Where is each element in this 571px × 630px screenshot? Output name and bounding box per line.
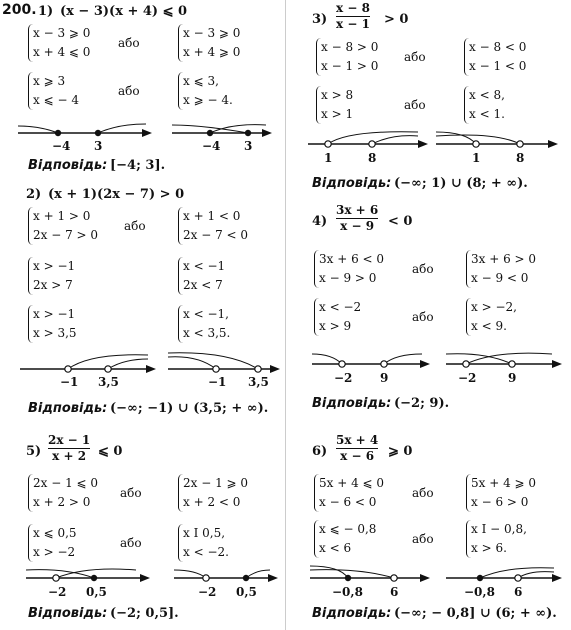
svg-text:6: 6: [514, 585, 523, 599]
answer-label: Відповідь:: [28, 158, 108, 173]
answer-label: Відповідь:: [312, 606, 392, 621]
svg-text:1: 1: [472, 151, 481, 165]
answer-label: Відповідь:: [28, 606, 108, 621]
svg-text:6: 6: [390, 585, 399, 599]
part-3-label: 3): [312, 12, 328, 27]
part-4-number-line-a: [312, 348, 430, 384]
part-2-system-b2: x < −1 2x < 7: [178, 257, 225, 295]
part-4-answer: (−2; 9).: [394, 396, 450, 411]
part-3-fraction: x − 8 x − 1: [336, 1, 370, 31]
part-6-number-line-b: [446, 564, 562, 600]
part-4-system-a2: x < −2 x > 9: [314, 298, 361, 336]
part-1-system-a2: x ⩾ 3 x ⩽ − 4: [28, 72, 79, 110]
part-6-system-b1: 5x + 4 ⩾ 0 x − 6 > 0: [466, 474, 536, 512]
part-5-number-line-b: [174, 564, 278, 600]
left-column: [0, 0, 285, 630]
part-1-system-b1: x − 3 ⩾ 0 x + 4 ⩾ 0: [178, 24, 240, 62]
part-1-label: 1): [38, 4, 54, 19]
part-2-system-a2: x > −1 2x > 7: [28, 257, 75, 295]
part-4-number-line-b: [446, 348, 562, 384]
svg-text:−2: −2: [334, 371, 353, 385]
part-5-label: 5): [26, 444, 42, 459]
part-4-relation: < 0: [388, 214, 413, 229]
svg-text:−0,8: −0,8: [464, 585, 495, 599]
part-2-number-line-b: [168, 351, 280, 387]
part-3-system-a2: x > 8 x > 1: [316, 86, 353, 124]
part-1-system-b2: x ⩽ 3, x ⩾ − 4.: [178, 72, 233, 110]
svg-text:−2: −2: [198, 585, 217, 599]
part-2: [0, 183, 285, 423]
part-4-label: 4): [312, 214, 328, 229]
svg-text:−1: −1: [208, 375, 227, 389]
part-2-system-a1: x + 1 > 0 2x − 7 > 0: [28, 207, 98, 245]
svg-text:−4: −4: [202, 139, 221, 153]
part-6-system-a1: 5x + 4 ⩽ 0 x − 6 < 0: [314, 474, 384, 512]
conjunction: або: [412, 310, 434, 324]
part-6-fraction: 5x + 4 x − 6: [336, 433, 379, 463]
svg-text:0,5: 0,5: [86, 585, 107, 599]
problem-number: 200.: [2, 2, 37, 18]
conjunction: або: [124, 219, 146, 233]
part-3-system-b1: x − 8 < 0 x − 1 < 0: [464, 38, 526, 76]
part-3-answer: (−∞; 1) ∪ (8; + ∞).: [394, 176, 528, 191]
part-4-system-b1: 3x + 6 > 0 x − 9 < 0: [466, 250, 536, 288]
conjunction: або: [412, 486, 434, 500]
svg-text:0,5: 0,5: [236, 585, 257, 599]
answer-label: Відповідь:: [28, 401, 108, 416]
part-6-answer: (−∞; − 0,8] ∪ (6; + ∞).: [394, 606, 557, 621]
part-4-system-b2: x > −2, x < 9.: [466, 298, 517, 336]
part-4-system-a1: 3x + 6 < 0 x − 9 > 0: [314, 250, 384, 288]
part-5-system-b2: x I 0,5, x < −2.: [178, 524, 229, 562]
part-5-system-a1: 2x − 1 ⩽ 0 x + 2 > 0: [28, 474, 98, 512]
svg-text:9: 9: [380, 371, 389, 385]
part-2-system-a3: x > −1 x > 3,5: [28, 305, 77, 343]
part-4-fraction: 3x + 6 x − 9: [336, 203, 379, 233]
part-2-label: 2): [26, 187, 42, 202]
part-3-system-a1: x − 8 > 0 x − 1 > 0: [316, 38, 378, 76]
conjunction: або: [120, 486, 142, 500]
svg-text:3,5: 3,5: [98, 375, 119, 389]
part-3-number-line-a: [308, 128, 428, 164]
svg-text:8: 8: [516, 151, 525, 165]
part-1-inequality: (x − 3)(x + 4) ⩽ 0: [60, 4, 188, 19]
part-1-system-a1: x − 3 ⩾ 0 x + 4 ⩽ 0: [28, 24, 90, 62]
part-5-answer: (−2; 0,5].: [110, 606, 179, 621]
svg-text:9: 9: [508, 371, 517, 385]
part-1-number-line-b: [172, 118, 272, 154]
svg-text:−0,8: −0,8: [332, 585, 363, 599]
conjunction: або: [404, 50, 426, 64]
part-6-system-b2: x I − 0,8, x > 6.: [466, 520, 527, 558]
part-3-number-line-b: [436, 128, 558, 164]
conjunction: або: [412, 532, 434, 546]
svg-text:−2: −2: [458, 371, 477, 385]
part-2-answer: (−∞; −1) ∪ (3,5; + ∞).: [110, 401, 269, 416]
part-2-number-line-a: [20, 351, 156, 387]
answer-label: Відповідь:: [312, 396, 392, 411]
part-6-system-a2: x ⩽ − 0,8 x < 6: [314, 520, 376, 558]
part-5: [0, 432, 285, 630]
part-3-system-b2: x < 8, x < 1.: [464, 86, 505, 124]
conjunction: або: [118, 84, 140, 98]
conjunction: або: [412, 262, 434, 276]
svg-text:−4: −4: [52, 139, 71, 153]
part-1-answer: [−4; 3].: [110, 158, 166, 173]
svg-text:1: 1: [324, 151, 333, 165]
svg-text:3: 3: [244, 139, 253, 153]
part-3: [286, 0, 571, 200]
svg-text:−2: −2: [48, 585, 67, 599]
right-column: [286, 0, 571, 630]
part-6-label: 6): [312, 444, 328, 459]
part-5-number-line-a: [26, 564, 150, 600]
part-4: [286, 200, 571, 420]
part-5-relation: ⩽ 0: [98, 444, 123, 459]
svg-text:3,5: 3,5: [248, 375, 269, 389]
part-6: [286, 432, 571, 630]
part-5-system-b1: 2x − 1 ⩾ 0 x + 2 < 0: [178, 474, 248, 512]
svg-text:−1: −1: [60, 375, 79, 389]
part-1-number-line-a: [18, 118, 152, 154]
svg-text:3: 3: [94, 139, 103, 153]
part-3-relation: > 0: [384, 12, 409, 27]
part-2-inequality: (x + 1)(2x − 7) > 0: [48, 187, 185, 202]
part-2-system-b1: x + 1 < 0 2x − 7 < 0: [178, 207, 248, 245]
part-5-system-a2: x ⩽ 0,5 x > −2: [28, 524, 77, 562]
part-1: [0, 0, 285, 180]
conjunction: або: [118, 36, 140, 50]
part-6-number-line-a: [310, 564, 430, 600]
part-6-relation: ⩾ 0: [388, 444, 413, 459]
part-5-fraction: 2x − 1 x + 2: [48, 433, 91, 463]
conjunction: або: [404, 98, 426, 112]
part-2-system-b3: x < −1, x < 3,5.: [178, 305, 230, 343]
answer-label: Відповідь:: [312, 176, 392, 191]
conjunction: або: [120, 536, 142, 550]
svg-text:8: 8: [368, 151, 377, 165]
